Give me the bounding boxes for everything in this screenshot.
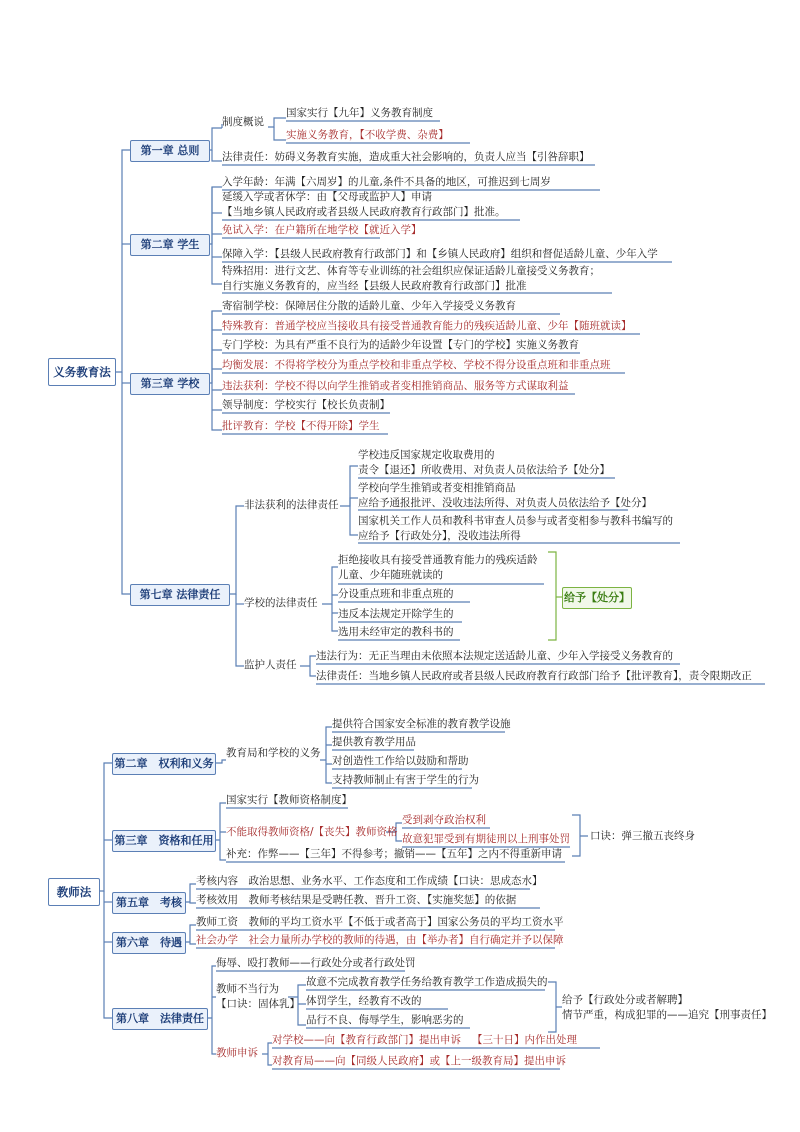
t2-ch3-item-2: 不能取得教师资格/【丧失】教师资格 — [226, 826, 398, 838]
ch2-item-age: 入学年龄：年满【六周岁】的儿童,条件不具备的地区，可推迟到七周岁 — [222, 176, 551, 188]
ch1-overview: 制度概说 — [222, 116, 264, 128]
t2-ch8-misconduct-2: 体罚学生，经教育不改的 — [306, 995, 422, 1007]
ch2-item-special: 特殊招用：进行文艺、体育等专业训练的社会组织应保证适龄儿童接受义务教育； 自行实施义务教育的，应当经【县级人民政府教育行政部门】批准 — [222, 265, 600, 292]
ch7-school-liability: 学校的法律责任 — [244, 597, 318, 609]
t2-ch8-appeal-bureau: 对教育局——向【同级人民政府】或【上一级教育局】提出申诉 — [272, 1055, 566, 1067]
ch7-school-item-2: 分设重点班和非重点班的 — [338, 588, 454, 600]
ch1-overview-item-2: 实施义务教育，【不收学费、杂费】 — [286, 129, 449, 141]
ch7-school-item-4: 选用未经审定的教科书的 — [338, 626, 454, 638]
t2-ch3-item-3: 补充：作弊——【三年】不得参考；撤销——【五年】之内不得重新申请 — [226, 848, 562, 860]
t2-ch8-appeal-school: 对学校——向【教育行政部门】提出申诉 — [272, 1034, 461, 1046]
ch7-illegal-item-1: 学校违反国家规定收取费用的 责令【退还】所收费用、对负责人员依法给予【处分】 — [358, 449, 610, 476]
ch2-item-guarantee: 保障入学：【县级人民政府教育行政部门】和【乡镇人民政府】组织和督促适龄儿童、少年入学 — [222, 248, 658, 260]
t2-ch2-item-2: 提供教育教学用品 — [332, 736, 416, 748]
chapter-2-students[interactable]: 第二章 学生 — [130, 234, 210, 256]
t2-ch3-item-2a: 受到剥夺政治权利 — [402, 814, 486, 826]
ch3-item-profit: 违法获利：学校不得以向学生推销或者变相推销商品、服务等方式谋取利益 — [222, 380, 569, 392]
t2-ch5-item-1: 考核内容 政治思想、业务水平、工作态度和工作成绩【口诀：思成态水】 — [196, 875, 543, 887]
ch7-guardian-penalty: 法律责任：当地乡镇人民政府或者县级人民政府教育行政部门给予【批评教育】，责令限期改正 — [316, 670, 752, 682]
t2-ch6-item-1: 教师工资 教师的平均工资水平【不低于或者高于】国家公务员的平均工资水平 — [196, 916, 564, 928]
ch7-illegal-item-2: 学校向学生推销或者变相推销商品 应给予通报批评、没收违法所得、对负责人员依法给予【处分】 — [358, 482, 652, 509]
t2-ch8-item-1: 侮辱、殴打教师——行政处分或者行政处罚 — [216, 957, 416, 969]
chapter-1-general[interactable]: 第一章 总则 — [130, 140, 210, 162]
chapter-3-schools[interactable]: 第三章 学校 — [130, 373, 210, 395]
t2-ch2-item-3: 对创造性工作给以鼓励和帮助 — [332, 755, 469, 767]
ch1-liability: 法律责任：妨碍义务教育实施，造成重大社会影响的，负责人应当【引咎辞职】 — [222, 151, 590, 163]
t2-ch8-misconduct-3: 品行不良、侮辱学生，影响恶劣的 — [306, 1014, 464, 1026]
t2-chapter-6-benefits[interactable]: 第六章 待遇 — [112, 932, 186, 954]
ch7-school-item-1: 拒绝接收具有接受普通教育能力的残疾适龄 儿童、少年随班就读的 — [338, 554, 538, 581]
ch3-item-leadership: 领导制度：学校实行【校长负责制】 — [222, 399, 390, 411]
t2-ch5-item-2: 考核效用 教师考核结果是受聘任教、晋升工资、【实施奖惩】的依据 — [196, 894, 517, 906]
ch3-item-special-school: 专门学校：为具有严重不良行为的适龄少年设置【专门的学校】实施义务教育 — [222, 339, 579, 351]
ch3-item-balanced: 均衡发展：不得将学校分为重点学校和非重点学校、学校不得分设重点班和非重点班 — [222, 359, 611, 371]
t2-ch6-item-2: 社会办学 社会力量所办学校的教师的待遇，由【举办者】自行确定并予以保障 — [196, 934, 564, 946]
punishment-box[interactable]: 给予【处分】 — [562, 587, 632, 609]
ch2-item-defer: 延缓入学或者休学：由【父母或监护人】申请 【当地乡镇人民政府或者县级人民政府教育行政部门】批准。 — [222, 191, 506, 218]
t2-chapter-3-qualification[interactable]: 第三章 资格和任用 — [112, 830, 216, 852]
chapter-7-legal-liability[interactable]: 第七章 法律责任 — [130, 584, 230, 606]
ch3-item-criticism: 批评教育：学校【不得开除】学生 — [222, 420, 380, 432]
t2-ch2-duties: 教育局和学校的义务 — [226, 747, 321, 759]
ch2-item-exam-free: 免试入学：在户籍所在地学校【就近入学】 — [222, 224, 422, 236]
t2-chapter-8-legal-liability[interactable]: 第八章 法律责任 — [112, 1008, 208, 1030]
t2-ch8-misconduct-1: 故意不完成教育教学任务给教育教学工作造成损失的 — [306, 976, 548, 988]
ch7-illegal-profit: 非法获利的法律责任 — [244, 499, 339, 511]
t2-ch8-result: 给予【行政处分或者解聘】 情节严重，构成犯罪的——追究【刑事责任】 — [562, 994, 772, 1021]
ch7-illegal-item-3: 国家机关工作人员和教科书审查人员参与或者变相参与教科书编写的 应给予【行政处分】，没收违法所得 — [358, 515, 673, 542]
t2-ch2-item-4: 支持教师制止有害于学生的行为 — [332, 774, 479, 786]
ch7-guardian-liability: 监护人责任 — [244, 659, 297, 671]
t2-ch3-mnemonic: 口诀：弹三撤五丧终身 — [590, 830, 695, 842]
ch3-item-boarding: 寄宿制学校：保障居住分散的适龄儿童、少年入学接受义务教育 — [222, 300, 516, 312]
t2-ch3-item-2b: 故意犯罪受到有期徒刑以上刑事处罚 — [402, 833, 570, 845]
t2-chapter-5-assessment[interactable]: 第五章 考核 — [112, 892, 186, 914]
t2-ch8-misconduct: 教师不当行为 【口诀：固体乳】 — [216, 983, 300, 1010]
ch7-school-item-3: 违反本法规定开除学生的 — [338, 608, 454, 620]
ch3-item-special-edu: 特殊教育：普通学校应当接收具有接受普通教育能力的残疾适龄儿童、少年【随班就读】 — [222, 320, 632, 332]
t2-ch2-item-1: 提供符合国家安全标准的教育教学设施 — [332, 718, 511, 730]
t2-chapter-2-rights[interactable]: 第二章 权利和义务 — [112, 753, 216, 775]
t2-ch3-item-1: 国家实行【教师资格制度】 — [226, 794, 352, 806]
ch7-guardian-violation: 违法行为：无正当理由未依照本法规定送适龄儿童、少年入学接受义务教育的 — [316, 650, 673, 662]
t2-ch8-appeal: 教师申诉 — [216, 1047, 258, 1059]
t2-ch8-appeal-deadline: 【三十日】内作出处理 — [472, 1034, 577, 1046]
root-node-teachers-law[interactable]: 教师法 — [48, 878, 100, 906]
ch1-overview-item-1: 国家实行【九年】义务教育制度 — [286, 107, 433, 119]
root-node-compulsory-education-law[interactable]: 义务教育法 — [48, 358, 116, 386]
